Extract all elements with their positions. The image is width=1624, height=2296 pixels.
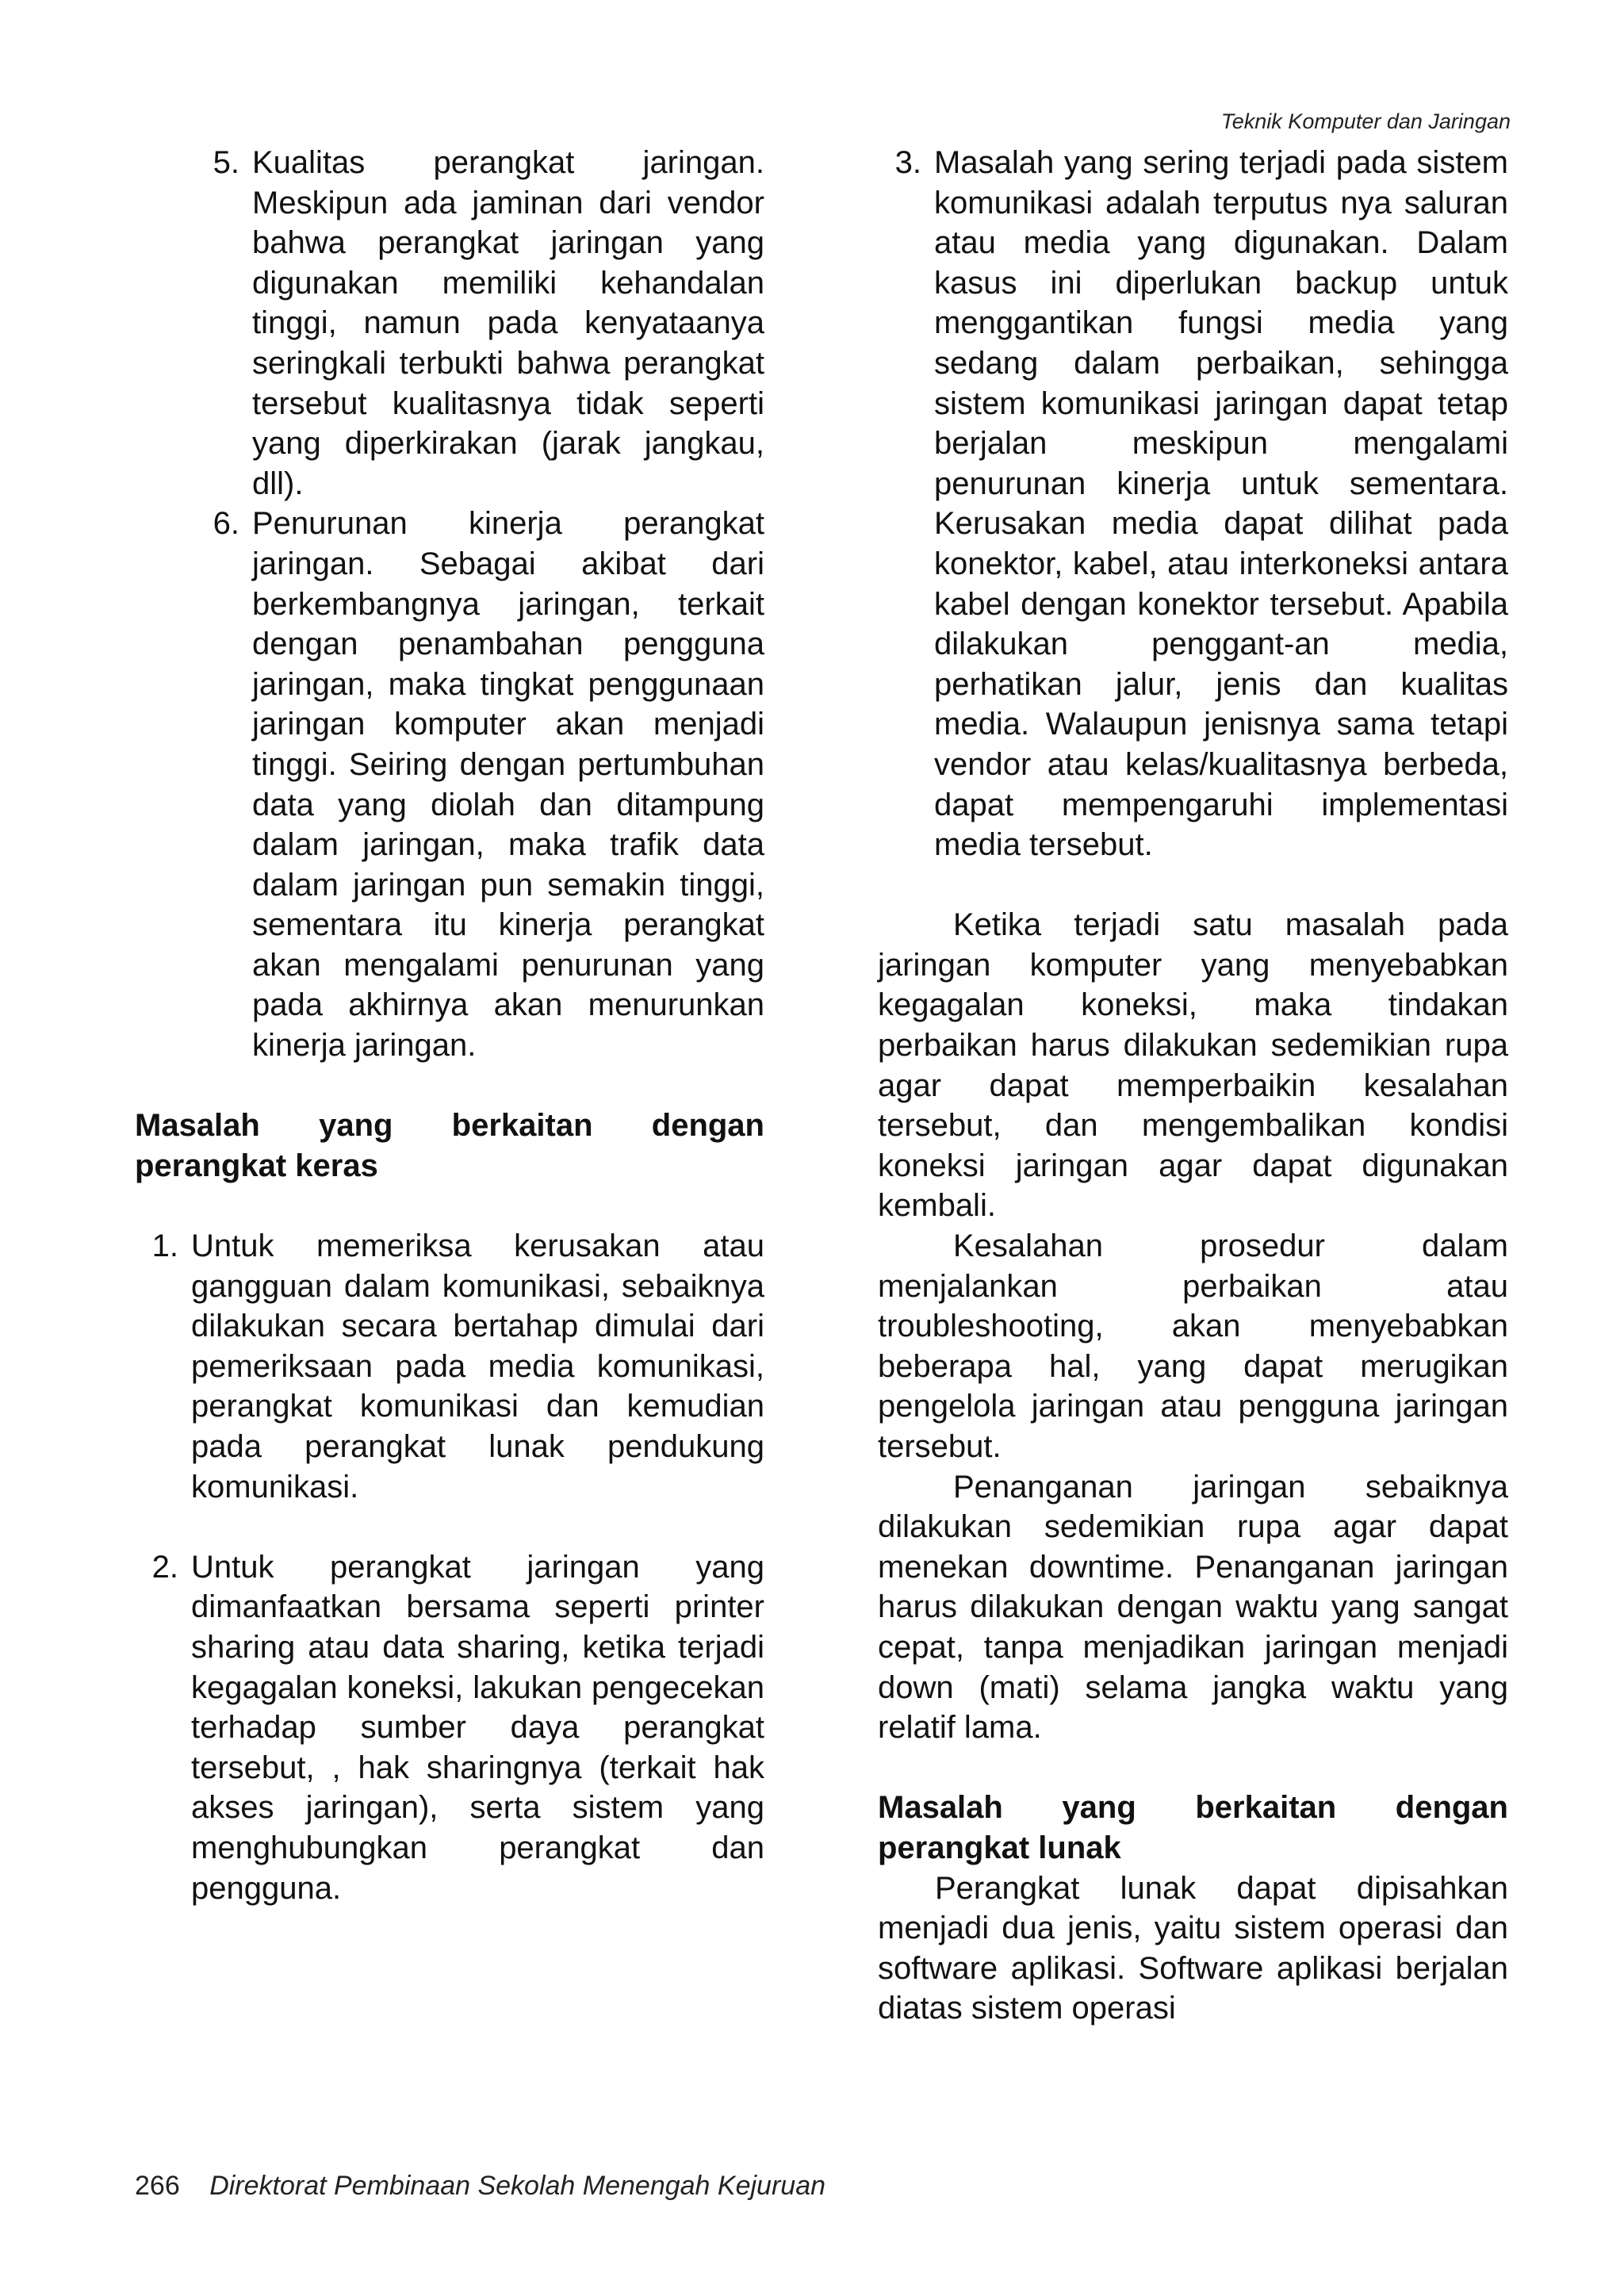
spacer	[135, 1186, 764, 1226]
body-paragraph: Ketika terjadi satu masalah pada jaringan komputer yang menyebabkan kegagalan koneksi, maka tindakan perbaikan harus dilakukan sedemikian rupa agar dapat memperbaikin kesalahan tersebut, dan mengembalikan kondisi koneksi jaringan agar dapat digunakan kembali.	[878, 907, 1508, 1224]
list-item-text: Untuk perangkat jaringan yang dimanfaatkan bersama seperti printer sharing atau data sharing, ketika terjadi kegagalan koneksi, lakukan pengecekan terhadap sumber daya perangkat tersebut, , hak sharingnya (terkait hak akses jaringan), serta sistem yang menghubungkan perangkat dan pengguna.	[191, 1549, 764, 1906]
list-item-number: 2.	[151, 1549, 178, 1585]
list-item-text: Masalah yang sering terjadi pada sistem komunikasi adalah terputus nya saluran atau media yang digunakan. Dalam kasus ini diperlukan backup untuk menggantikan fungsi media yang sedang dalam perbaikan, sehingga sistem komunikasi jaringan dapat tetap berjalan meskipun mengalami penurunan kinerja untuk sementara. Kerusakan media dapat dilihat pada konektor, kabel, atau interkoneksi antara kabel dengan konektor tersebut. Apabila dilakukan penggant-an media, perhatikan jalur, jenis dan kualitas media. Walaupun jenisnya sama tetapi vendor atau kelas/kualitasnya berbeda, dapat mempengaruhi implementasi media tersebut.	[934, 145, 1508, 863]
list-item	[135, 1547, 764, 1908]
section-heading-software: Masalah yang berkaitan dengan perangkat lunak	[878, 1790, 1508, 1865]
numbered-list-right	[878, 143, 1508, 865]
left-column	[135, 143, 764, 1908]
list-item-number: 3.	[894, 145, 921, 180]
list-item-text: Kualitas perangkat jaringan. Meskipun ada jaminan dari vendor bahwa perangkat jaringan yang digunakan memiliki kehandalan tinggi, namun pada kenyataanya seringkali terbukti bahwa perangkat tersebut kualitasnya tidak seperti yang diperkirakan (jarak jangkau, dll).	[252, 145, 764, 501]
list-item	[135, 504, 764, 1065]
running-header: Teknik Komputer dan Jaringan	[1220, 109, 1511, 133]
spacer	[135, 1066, 764, 1106]
publisher-name: Direktorat Pembinaan Sekolah Menengah Kejuruan	[209, 2171, 826, 2201]
list-item	[135, 1226, 764, 1507]
page-footer	[135, 2171, 825, 2202]
list-item-number: 5.	[213, 145, 239, 180]
section-heading-hardware: Masalah yang berkaitan dengan perangkat keras	[135, 1108, 764, 1183]
spacer	[135, 1507, 764, 1547]
numbered-list-hardware	[135, 1226, 764, 1908]
numbered-list-top	[135, 143, 764, 1066]
spacer	[878, 1748, 1508, 1788]
right-column	[878, 143, 1508, 2029]
list-item	[135, 143, 764, 504]
page-number: 266	[135, 2171, 180, 2201]
list-item-text: Untuk memeriksa kerusakan atau gangguan dalam komunikasi, sebaiknya dilakukan secara bertahap dimulai dari pemeriksaan pada media komunikasi, perangkat komunikasi dan kemudian pada perangkat lunak pendukung komunikasi.	[191, 1228, 764, 1504]
body-paragraph: Perangkat lunak dapat dipisahkan menjadi dua jenis, yaitu sistem operasi dan software aplikasi. Software aplikasi berjalan diatas sistem operasi	[878, 1870, 1508, 2026]
list-item-number: 6.	[213, 506, 239, 542]
body-paragraph: Kesalahan prosedur dalam menjalankan perbaikan atau troubleshooting, akan menyebabkan beberapa hal, yang dapat merugikan pengelola jaringan atau pengguna jaringan tersebut.	[878, 1228, 1508, 1464]
list-item-number: 1.	[151, 1228, 178, 1264]
body-paragraph: Penanganan jaringan sebaiknya dilakukan sedemikian rupa agar dapat menekan downtime. Penanganan jaringan harus dilakukan dengan waktu yang sangat cepat, tanpa menjadikan jaringan menjadi down (mati) selama jangka waktu yang relatif lama.	[878, 1469, 1508, 1746]
spacer	[878, 865, 1508, 906]
list-item-text: Penurunan kinerja perangkat jaringan. Sebagai akibat dari berkembangnya jaringan, terkait dengan penambahan pengguna jaringan, maka tingkat penggunaan jaringan komputer akan menjadi tinggi. Seiring dengan pertumbuhan data yang diolah dan ditampung dalam jaringan, maka trafik data dalam jaringan pun semakin tinggi, sementara itu kinerja perangkat akan mengalami penurunan yang pada akhirnya akan menurunkan kinerja jaringan.	[252, 506, 764, 1064]
list-item	[878, 143, 1508, 865]
